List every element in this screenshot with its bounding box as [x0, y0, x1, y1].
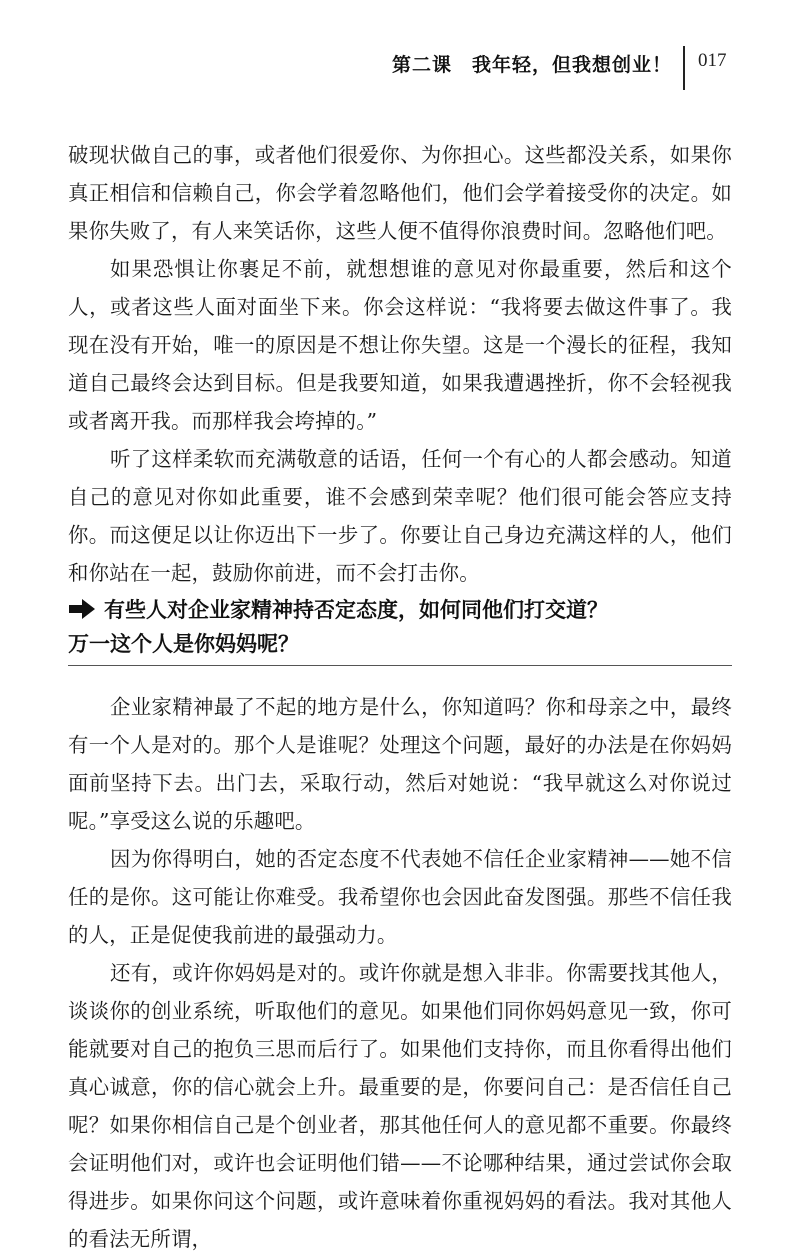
arrow-right-icon: [68, 598, 96, 620]
paragraph: 因为你得明白，她的否定态度不代表她不信任企业家精神——她不信任的是你。这可能让你难受。我希望你也会因此奋发图强。那些不信任我的人，正是促使我前进的最强动力。: [68, 847, 732, 947]
page-number: 017: [698, 50, 727, 71]
running-head: [0, 46, 800, 86]
paragraph: 如果恐惧让你裹足不前，就想想谁的意见对你最重要，然后和这个人，或者这些人面对面坐下来。你会这样说：“我将要去做这件事了。我现在没有开始，唯一的原因是不想让你失望。这是一个漫长的征程，我知道自己最终会达到目标。但是我要知道，如果我遭遇挫折，你不会轻视我或者离开我。而那样我会垮掉的。”: [68, 257, 732, 433]
section-heading: [68, 593, 732, 661]
section-heading-text-2: 万一这个人是你妈妈呢？: [68, 632, 299, 656]
section-heading-line-2: [68, 627, 732, 661]
chapter-title: 第二课 我年轻，但我想创业！: [391, 54, 672, 76]
section-divider: [68, 665, 732, 666]
section-heading-line-1: [68, 593, 732, 627]
paragraph: 破现状做自己的事，或者他们很爱你、为你担心。这些都没关系，如果你真正相信和信赖自己，你会学着忽略他们，他们会学着接受你的决定。如果你失败了，有人来笑话你，这些人便不值得你浪费时间。忽略他们吧。: [68, 143, 732, 243]
section-heading-text-1: 有些人对企业家精神持否定态度，如何同他们打交道？: [104, 598, 608, 622]
paragraph: 听了这样柔软而充满敬意的话语，任何一个有心的人都会感动。知道自己的意见对你如此重要，谁不会感到荣幸呢？他们很可能会答应支持你。而这便足以让你迈出下一步了。你要让自己身边充满这样的人，他们和你站在一起，鼓励你前进，而不会打击你。: [68, 447, 732, 585]
paragraph: 企业家精神最了不起的地方是什么，你知道吗？你和母亲之中，最终有一个人是对的。那个人是谁呢？处理这个问题，最好的办法是在你妈妈面前坚持下去。出门去，采取行动，然后对她说：“我早就这么对你说过呢。”享受这么说的乐趣吧。: [68, 695, 732, 833]
body-text-top: [68, 136, 732, 592]
paragraph: 还有，或许你妈妈是对的。或许你就是想入非非。你需要找其他人，谈谈你的创业系统，听取他们的意见。如果他们同你妈妈意见一致，你可能就要对自己的抱负三思而后行了。如果他们支持你，而且你看得出他们真心诚意，你的信心就会上升。最重要的是，你要问自己：是否信任自己呢？如果你相信自己是个创业者，那其他任何人的意见都不重要。你最终会证明他们对，或许也会证明他们错——不论哪种结果，通过尝试你会取得进步。如果你问这个问题，或许意味着你重视妈妈的看法。我对其他人的看法无所谓，: [68, 961, 732, 1251]
header-divider: [683, 46, 685, 90]
body-text-bottom: [68, 688, 732, 1258]
